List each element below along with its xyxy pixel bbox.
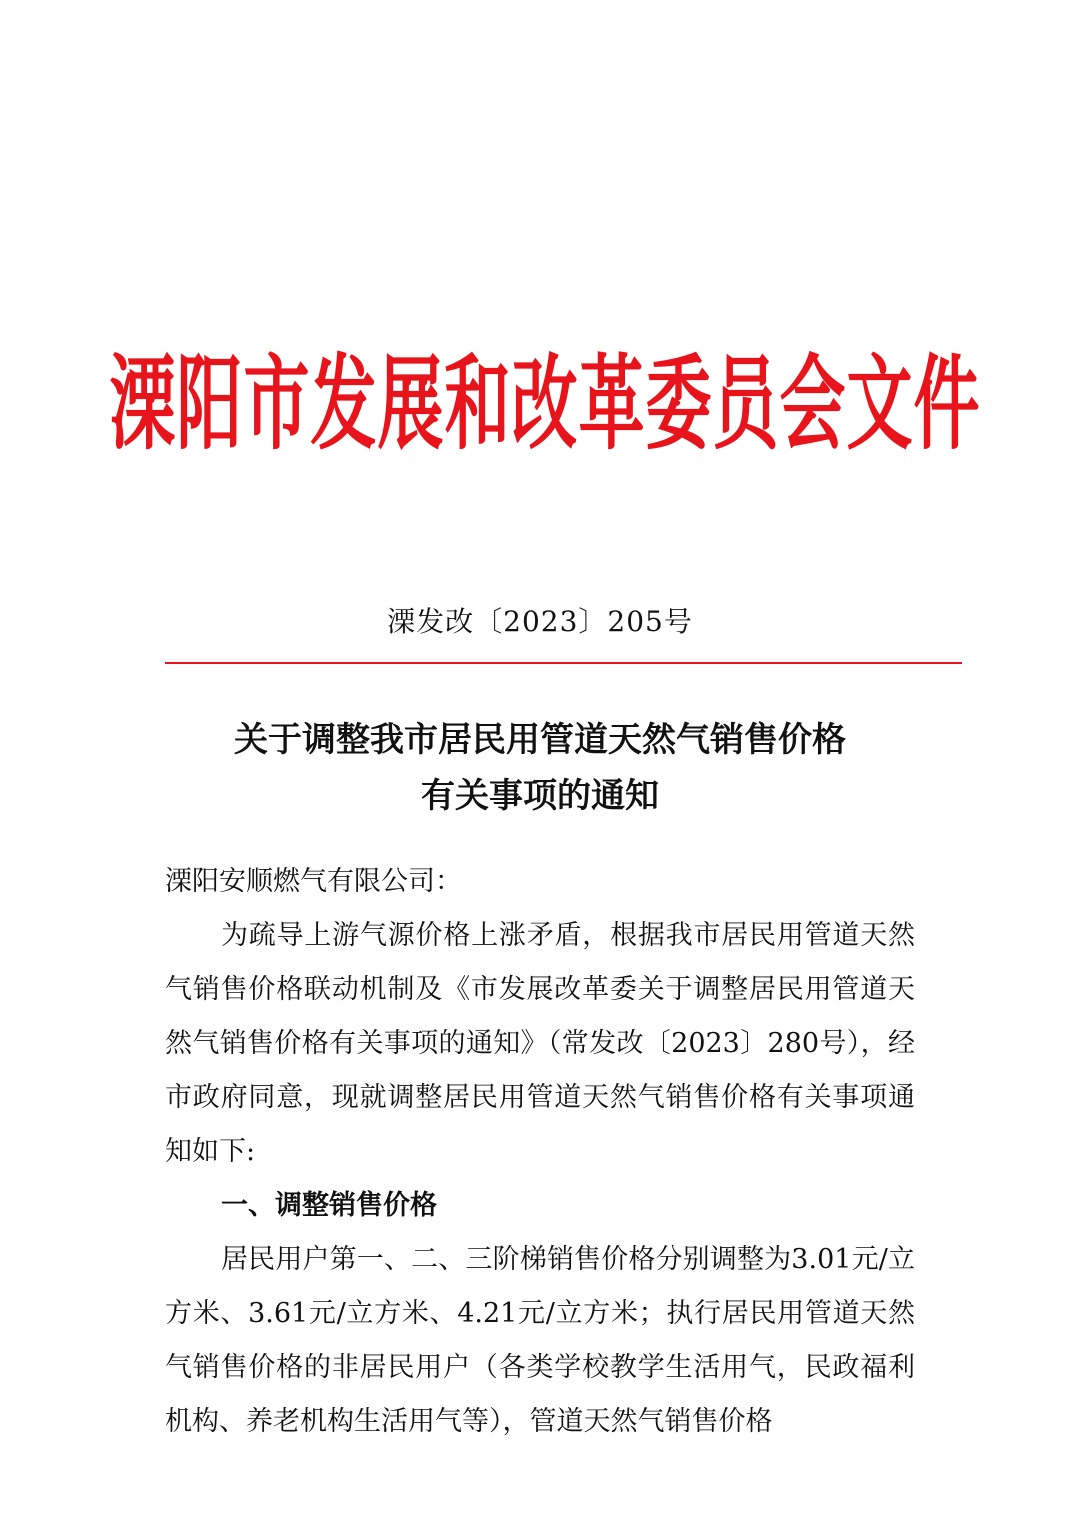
addressee: 溧阳安顺燃气有限公司： <box>165 866 462 897</box>
document-title <box>150 712 930 824</box>
masthead <box>109 340 981 470</box>
document-body <box>165 855 915 1449</box>
title-line-2: 有关事项的通知 <box>421 776 659 816</box>
section-heading-1: 一、调整销售价格 <box>221 1190 437 1221</box>
paragraph-price: 居民用户第一、二、三阶梯销售价格分别调整为3.01元/立方米、3.61元/立方米、4.21元/立方米；执行居民用管道天然气销售价格的非居民用户（各类学校教学生活用气，民政福利机构、养老机构生活用气等），管道天然气销售价格 <box>165 1244 915 1437</box>
paragraph-intro: 为疏导上游气源价格上涨矛盾，根据我市居民用管道天然气销售价格联动机制及《市发展改革委关于调整居民用管道天然气销售价格有关事项的通知》（常发改〔2023〕280号），经市政府同意，现就调整居民用管道天然气销售价格有关事项通知如下: <box>165 920 915 1167</box>
masthead-title: 溧阳市发展和改革委员会文件 <box>109 344 981 464</box>
document-number: 溧发改〔2023〕205号 <box>387 605 693 638</box>
title-line-1: 关于调整我市居民用管道天然气销售价格 <box>234 720 846 760</box>
red-divider <box>165 662 962 664</box>
